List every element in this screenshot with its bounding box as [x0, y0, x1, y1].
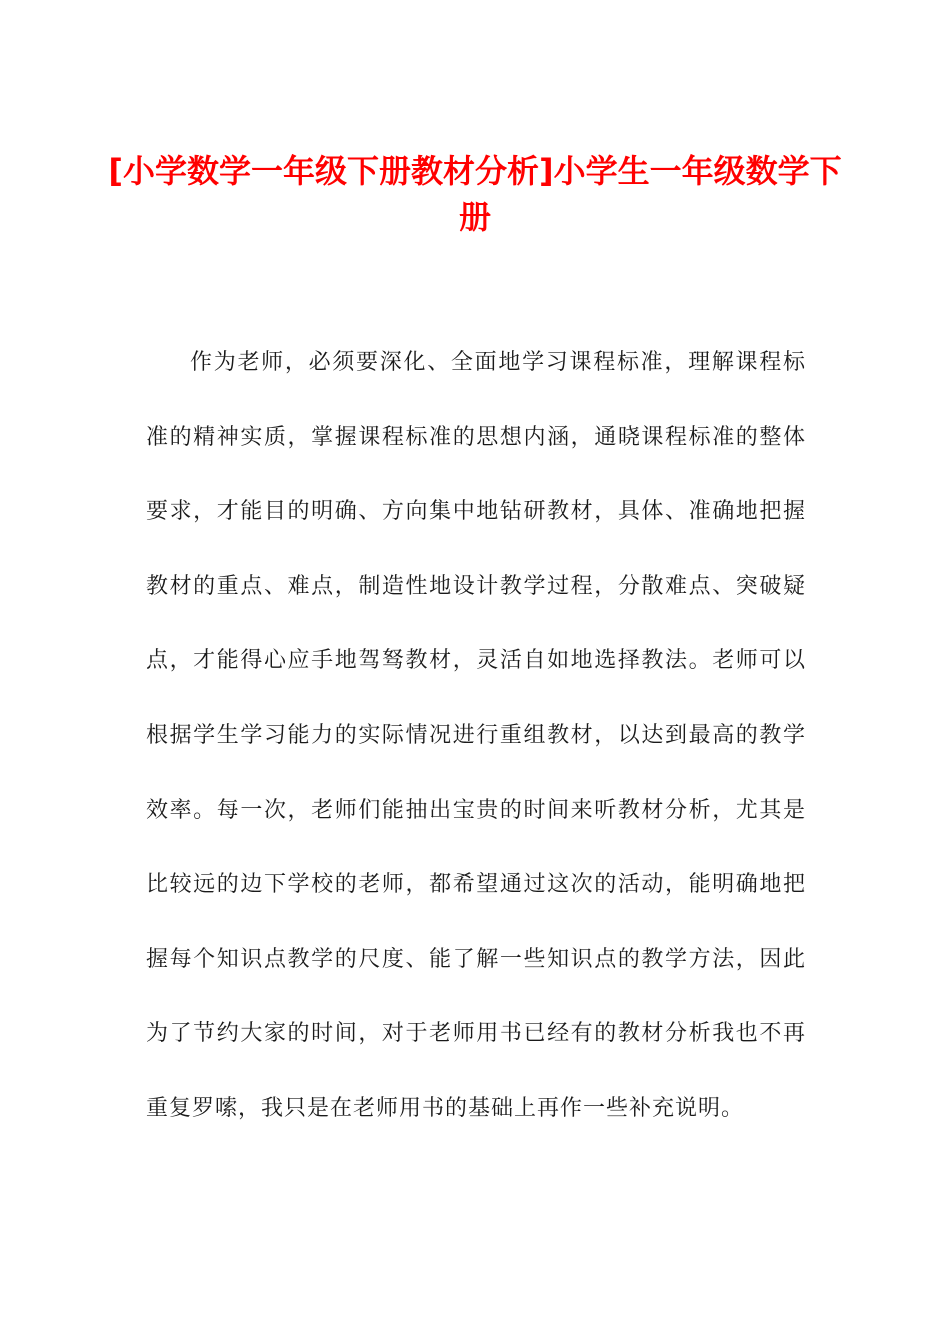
body-paragraph: 作为老师，必须要深化、全面地学习课程标准，理解课程标准的精神实质，掌握课程标准的思想内涵，通晓课程标准的整体要求，才能目的明确、方向集中地钻研教材，具体、准确地把握教材的重点、难点，制造性地设计教学过程，分散难点、突破疑点，才能得心应手地驾驽教材，灵活自如地选择教法。老师可以根据学生学习能力的实际情况进行重组教材，以达到最高的教学效率。每一次，老师们能抽出宝贵的时间来听教材分析，尤其是比较远的边下学校的老师，都希望通过这次的活动，能明确地把握每个知识点教学的尺度、能了解一些知识点的教学方法，因此为了节约大家的时间，对于老师用书已经有的教材分析我也不再重复罗嗦，我只是在老师用书的基础上再作一些补充说明。: [146, 350, 806, 1121]
document-title: [小学数学一年级下册教材分析]小学生一年级数学下册: [108, 152, 842, 236]
